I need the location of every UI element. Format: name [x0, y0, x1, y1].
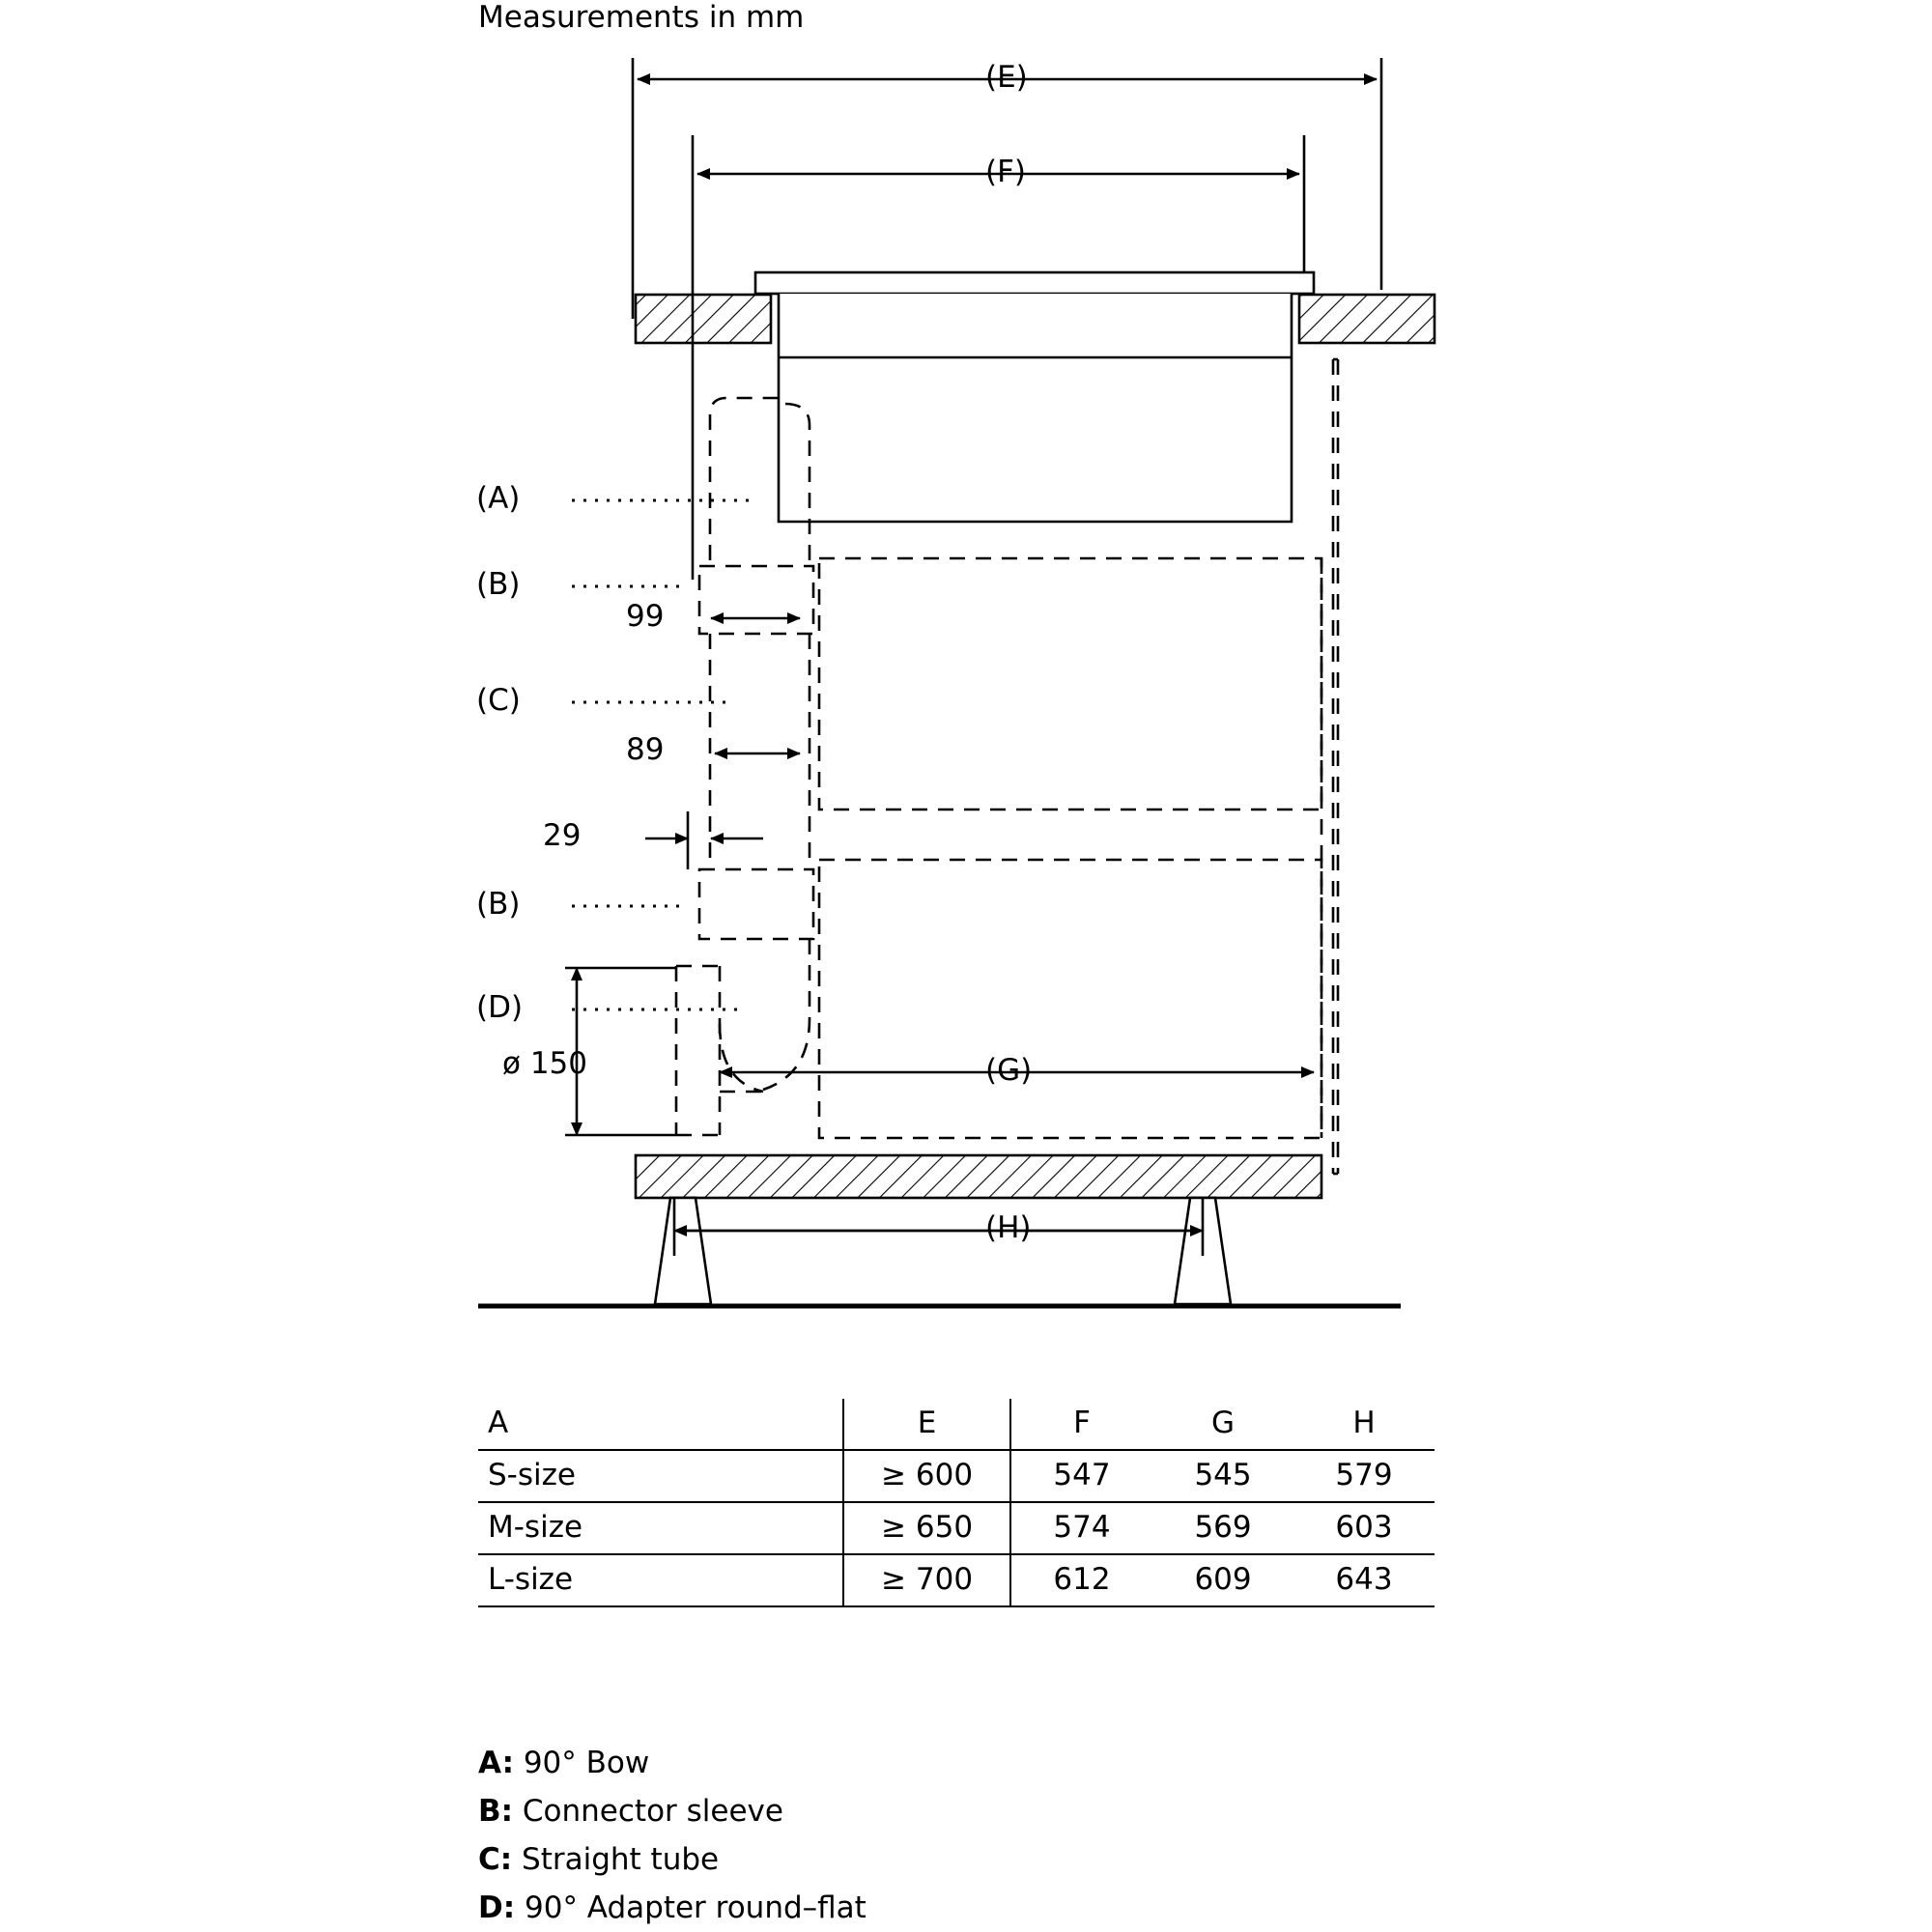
table-cell-f: 547	[1010, 1450, 1152, 1502]
legend-text-d: 90° Adapter round–flat	[525, 1890, 867, 1925]
legend	[478, 1739, 867, 1932]
dimension-29: 29	[543, 818, 582, 853]
table-cell-g: 545	[1152, 1450, 1293, 1502]
dimension-89: 89	[626, 732, 665, 767]
table-row	[478, 1502, 1435, 1554]
table-row	[478, 1450, 1435, 1502]
table-cell-h: 579	[1293, 1450, 1435, 1502]
legend-item	[478, 1835, 867, 1884]
dimensions-table	[478, 1399, 1435, 1607]
callout-h: (H)	[985, 1210, 1032, 1245]
callout-c: (C)	[476, 683, 521, 718]
table-cell-h: 643	[1293, 1554, 1435, 1606]
callout-g: (G)	[985, 1053, 1033, 1088]
table-cell-g: 609	[1152, 1554, 1293, 1606]
dimension-diameter-150: ø 150	[502, 1046, 587, 1081]
table-cell-e: ≥ 600	[843, 1450, 1010, 1502]
table-header-e: E	[843, 1399, 1010, 1450]
legend-key-c: C:	[478, 1842, 513, 1877]
table-header-h: H	[1293, 1399, 1435, 1450]
callout-d: (D)	[476, 990, 524, 1025]
legend-text-a: 90° Bow	[523, 1746, 650, 1780]
legend-item	[478, 1884, 867, 1932]
table-cell-f: 612	[1010, 1554, 1152, 1606]
table-header-g: G	[1152, 1399, 1293, 1450]
callout-b-lower: (B)	[476, 887, 521, 922]
dimension-99: 99	[626, 599, 665, 634]
legend-key-a: A:	[478, 1746, 514, 1780]
table-cell-f: 574	[1010, 1502, 1152, 1554]
page-title: Measurements in mm	[478, 0, 805, 35]
table-header-a: A	[478, 1399, 843, 1450]
legend-key-b: B:	[478, 1794, 514, 1829]
legend-text-b: Connector sleeve	[522, 1794, 783, 1829]
table-cell-e: ≥ 700	[843, 1554, 1010, 1606]
table-cell-e: ≥ 650	[843, 1502, 1010, 1554]
callout-f: (F)	[985, 155, 1027, 189]
table-cell-size: M-size	[478, 1502, 843, 1554]
callout-a: (A)	[476, 481, 521, 516]
table-header-f: F	[1010, 1399, 1152, 1450]
table-cell-size: S-size	[478, 1450, 843, 1502]
table-row	[478, 1554, 1435, 1606]
table-header-row	[478, 1399, 1435, 1450]
callout-b-upper: (B)	[476, 567, 521, 602]
legend-text-c: Straight tube	[522, 1842, 720, 1877]
legend-item	[478, 1787, 867, 1835]
table-cell-h: 603	[1293, 1502, 1435, 1554]
legend-key-d: D:	[478, 1890, 516, 1925]
callout-e: (E)	[985, 60, 1028, 95]
table-cell-g: 569	[1152, 1502, 1293, 1554]
legend-item	[478, 1739, 867, 1787]
table-cell-size: L-size	[478, 1554, 843, 1606]
